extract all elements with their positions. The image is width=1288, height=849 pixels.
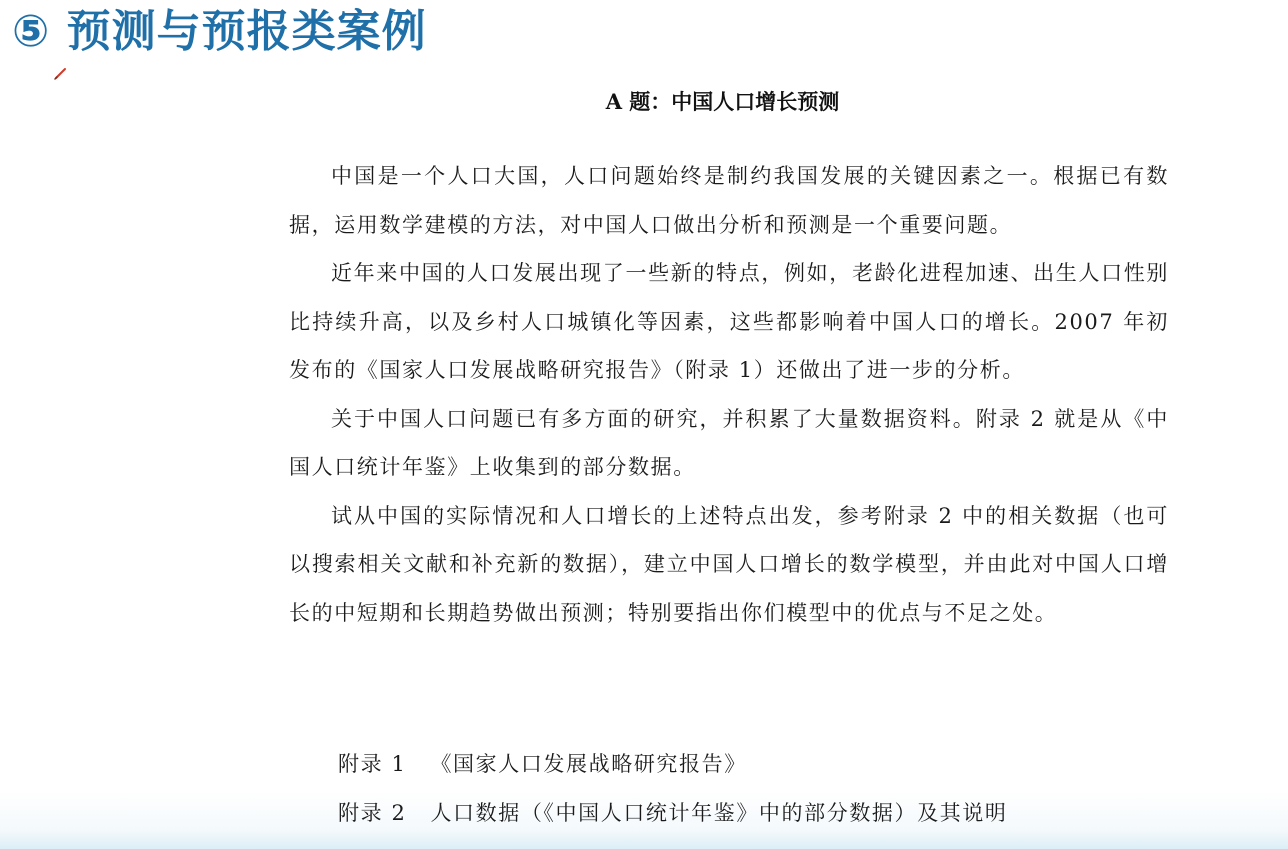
appendix-1-text: 《国家人口发展战略研究报告》: [430, 752, 747, 776]
appendix-1-label: 附录 1: [338, 752, 407, 776]
appendix-2-label: 附录 2: [338, 801, 407, 825]
paragraph-research: 关于中国人口问题已有多方面的研究，并积累了大量数据资料。附录 2 就是从《中国人口统计年鉴》上收集到的部分数据。: [289, 406, 1169, 479]
document-body: [289, 152, 1169, 637]
paragraph-task: 试从中国的实际情况和人口增长的上述特点出发，参考附录 2 中的相关数据（也可以搜索相关文献和补充新的数据），建立中国人口增长的数学模型，并由此对中国人口增长的中短期和长期趋势做出预测；特别要指出你们模型中的优点与不足之处。: [289, 503, 1169, 625]
appendix-1: [338, 748, 747, 778]
appendix-2: [338, 797, 1008, 827]
document-title: A 题：中国人口增长预测: [605, 89, 840, 114]
slide-title: ⑤ 预测与预报类案例: [12, 6, 427, 57]
appendix-2-text: 人口数据（《中国人口统计年鉴》中的部分数据）及其说明: [430, 801, 1008, 825]
paragraph-intro: 中国是一个人口大国，人口问题始终是制约我国发展的关键因素之一。根据已有数据，运用数学建模的方法，对中国人口做出分析和预测是一个重要问题。: [289, 164, 1169, 237]
paragraph-features: 近年来中国的人口发展出现了一些新的特点，例如，老龄化进程加速、出生人口性别比持续升高，以及乡村人口城镇化等因素，这些都影响着中国人口的增长。2007 年初发布的《国家人口发展战略研究报告》（附录 1）还做出了进一步的分析。: [289, 261, 1169, 382]
pen-annotation-icon: [54, 66, 68, 80]
